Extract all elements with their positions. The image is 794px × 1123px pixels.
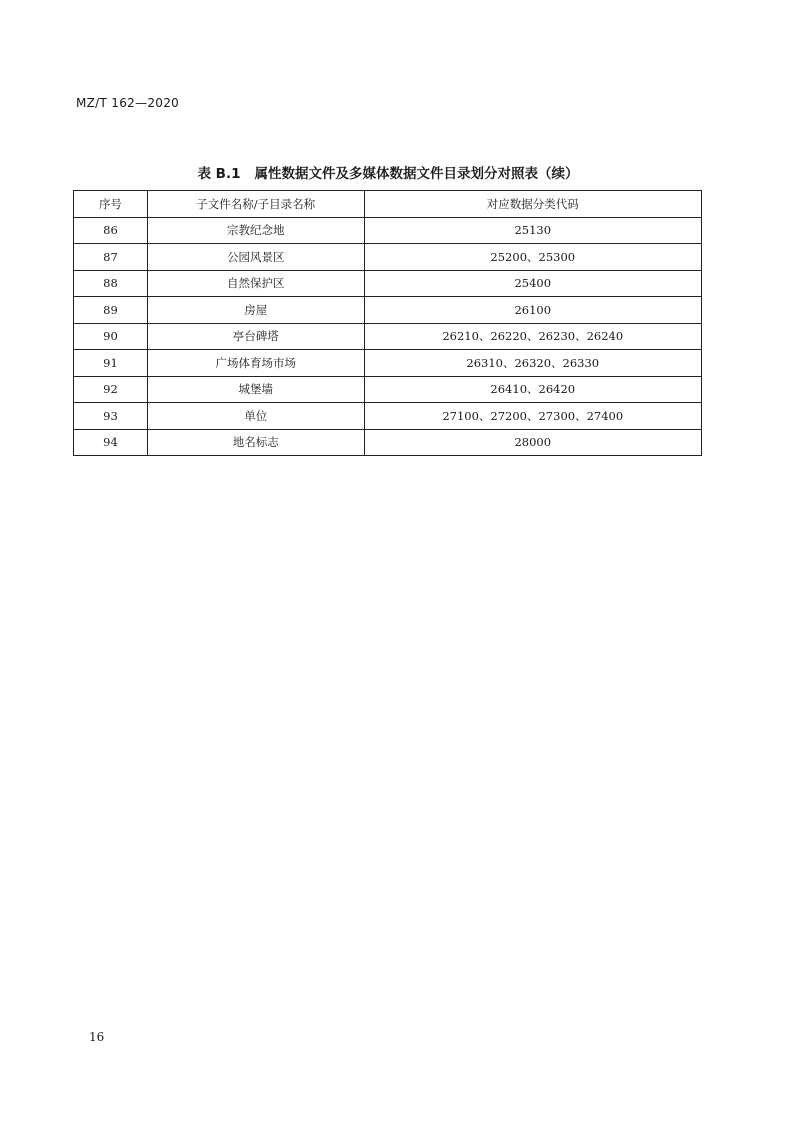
cell-serial: 90 — [74, 323, 148, 350]
cell-category-code: 26210、26220、26230、26240 — [364, 323, 701, 350]
cell-category-code: 26310、26320、26330 — [364, 350, 701, 377]
table-row — [74, 403, 702, 430]
table-row — [74, 297, 702, 324]
cell-subfile-name: 广场体育场市场 — [147, 350, 364, 377]
cell-category-code: 26100 — [364, 297, 701, 324]
cell-subfile-name: 宗教纪念地 — [147, 217, 364, 244]
cell-category-code: 25400 — [364, 270, 701, 297]
column-header-serial: 序号 — [74, 191, 148, 218]
page-number: 16 — [89, 1030, 105, 1044]
table-row — [74, 217, 702, 244]
table-row — [74, 323, 702, 350]
cell-serial: 88 — [74, 270, 148, 297]
cell-category-code: 25200、25300 — [364, 244, 701, 271]
cell-category-code: 26410、26420 — [364, 376, 701, 403]
cell-serial: 92 — [74, 376, 148, 403]
cell-subfile-name: 城堡墙 — [147, 376, 364, 403]
cell-subfile-name: 地名标志 — [147, 429, 364, 456]
column-header-category-code: 对应数据分类代码 — [364, 191, 701, 218]
table-row — [74, 244, 702, 271]
cell-serial: 87 — [74, 244, 148, 271]
table-row — [74, 350, 702, 377]
cell-category-code: 25130 — [364, 217, 701, 244]
cell-subfile-name: 公园风景区 — [147, 244, 364, 271]
column-header-subfile-name: 子文件名称/子目录名称 — [147, 191, 364, 218]
table-row — [74, 376, 702, 403]
cell-subfile-name: 亭台碑塔 — [147, 323, 364, 350]
table-header-row — [74, 191, 702, 218]
document-code: MZ/T 162—2020 — [76, 96, 180, 110]
cell-subfile-name: 房屋 — [147, 297, 364, 324]
table-title — [74, 162, 702, 182]
cell-category-code: 27100、27200、27300、27400 — [364, 403, 701, 430]
cell-serial: 91 — [74, 350, 148, 377]
cell-category-code: 28000 — [364, 429, 701, 456]
cell-serial: 86 — [74, 217, 148, 244]
cell-subfile-name: 单位 — [147, 403, 364, 430]
cell-serial: 94 — [74, 429, 148, 456]
cell-serial: 93 — [74, 403, 148, 430]
table-caption: 属性数据文件及多媒体数据文件目录划分对照表（续） — [254, 166, 579, 182]
table-row — [74, 429, 702, 456]
cell-serial: 89 — [74, 297, 148, 324]
table-row — [74, 270, 702, 297]
directory-mapping-table — [73, 190, 702, 456]
cell-subfile-name: 自然保护区 — [147, 270, 364, 297]
table-number: 表 B.1 — [197, 166, 241, 182]
